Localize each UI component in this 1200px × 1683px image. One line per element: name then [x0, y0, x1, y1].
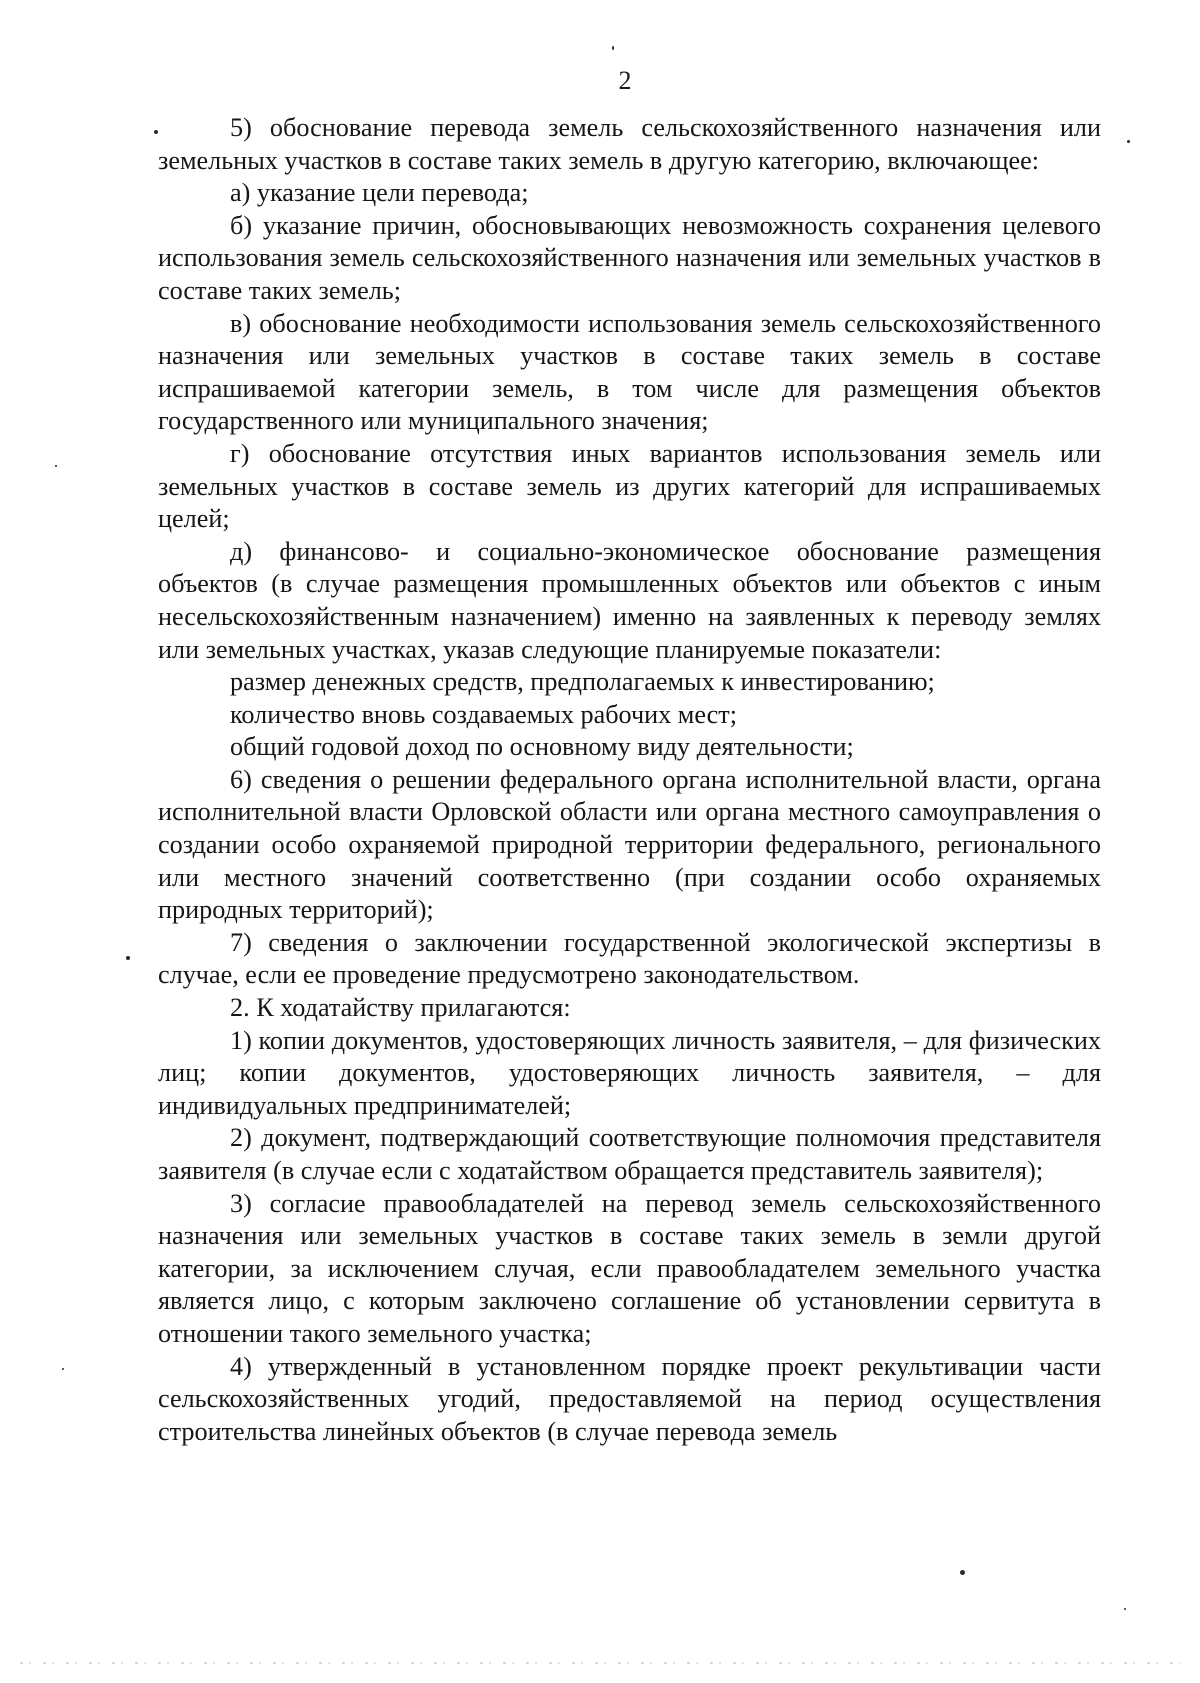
scan-speck — [55, 465, 57, 467]
page-number: 2 — [618, 66, 632, 95]
paragraph: д) финансово- и социально-экономическое обоснование размещения объектов (в случае размещения промышленных объектов или объектов с иным несельскохозяйственным назначением) именно на заявленных к переводу землях или земельных участках, указав следующие планируемые показатели: — [158, 536, 1101, 664]
paragraph: общий годовой доход по основному виду деятельности; — [230, 732, 854, 762]
paragraph: 4) утвержденный в установленном порядке проект рекультивации части сельскохозяйственных угодий, предоставляемой на период осуществления строительства линейных объектов (в случае перевода земель — [158, 1351, 1101, 1446]
paragraph: 6) сведения о решении федерального органа исполнительной власти, органа исполнительной власти Орловской области или органа местного самоуправления о создании особо охраняемой природной территории федерального, регионального или местного значений соответственно (при создании особо охраняемых природных территорий); — [158, 764, 1101, 925]
scan-noise — [20, 1662, 1180, 1664]
scan-speck — [1124, 1608, 1126, 1610]
paragraph: б) указание причин, обосновывающих невозможность сохранения целевого использования земель сельскохозяйственного назначения или земельных участков в составе таких земель; — [158, 210, 1101, 305]
paragraph: 1) копии документов, удостоверяющих личность заявителя, – для физических лиц; копии документов, удостоверяющих личность заявителя, – для индивидуальных предпринимателей; — [158, 1025, 1101, 1120]
paragraph: количество вновь создаваемых рабочих мест; — [230, 699, 737, 729]
scan-speck — [960, 1570, 965, 1575]
paragraph: а) указание цели перевода; — [230, 178, 529, 208]
paragraph: г) обоснование отсутствия иных вариантов использования земель или земельных участков в составе земель из других категорий для испрашиваемых целей; — [158, 438, 1101, 534]
paragraph: 3) согласие правообладателей на перевод земель сельскохозяйственного назначения или земельных участков в составе таких земель в земли другой категории, за исключением случая, если правообладателем земельного участка является лицо, с которым заключено соглашение об установлении сервитута в отношении такого земельного участка; — [158, 1188, 1101, 1348]
paragraph: 7) сведения о заключении государственной экологической экспертизы в случае, если ее проведение предусмотрено законодательством. — [158, 927, 1101, 990]
scan-speck — [154, 130, 158, 134]
scan-speck — [1127, 140, 1130, 143]
paragraph: в) обоснование необходимости использования земель сельскохозяйственного назначения или земельных участков в составе таких земель в составе испрашиваемой категории земель, в том числе для размещения объектов государственного или муниципального значения; — [158, 308, 1101, 436]
scan-speck — [126, 956, 130, 960]
paragraph: 5) обоснование перевода земель сельскохозяйственного назначения или земельных участков в составе таких земель в другую категорию, включающее: — [158, 113, 1101, 175]
scan-speck — [62, 1368, 64, 1370]
scan-speck — [612, 46, 614, 50]
paragraph: 2) документ, подтверждающий соответствующие полномочия представителя заявителя (в случае если с ходатайством обращается представитель заявителя); — [158, 1123, 1101, 1185]
paragraph: размер денежных средств, предполагаемых к инвестированию; — [230, 667, 935, 697]
paragraph: 2. К ходатайству прилагаются: — [230, 993, 571, 1023]
document-body — [158, 112, 1101, 1448]
